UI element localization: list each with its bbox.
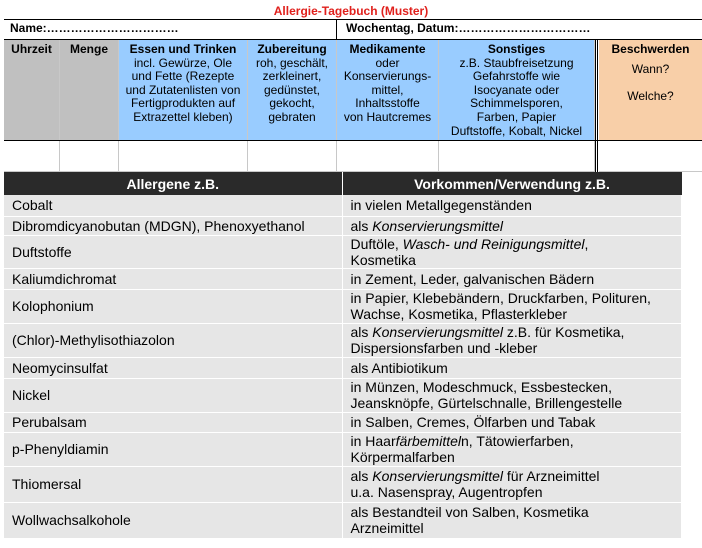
allergen-name: Neomycinsulfat <box>4 357 342 378</box>
table-row <box>4 412 682 432</box>
table-row <box>4 268 682 289</box>
usage-line <box>351 484 678 500</box>
col-essen-trinken <box>119 40 248 140</box>
col-zubereitung-text: roh, geschält, zerkleinert, gedünstet, gekocht, gebraten <box>255 55 329 124</box>
entry-sonstiges[interactable] <box>439 141 595 172</box>
col-sonstiges <box>439 40 595 140</box>
usage-emphasis: Konservierungsmittel <box>372 324 504 340</box>
allergen-name: Perubalsam <box>4 412 342 432</box>
entry-uhrzeit[interactable] <box>4 141 60 172</box>
usage-text: Arzneimittel <box>350 520 424 536</box>
usage-line <box>351 218 678 234</box>
table-row <box>4 432 682 466</box>
allergen-usage <box>342 216 682 235</box>
usage-line <box>351 449 678 465</box>
col-sonstiges-text: z.B. Staubfreisetzung Gefahrstoffe wie Isocyanate oder Schimmelsporen, Farben, Papier Duftstoffe, Kobalt, Nickel <box>450 55 583 138</box>
col-beschwerden-head: Beschwerden <box>611 42 690 56</box>
allergen-name: Dibromdicyanobutan (MDGN), Phenoxyethanol <box>4 216 342 235</box>
usage-text: in Münzen, Modeschmuck, Essbestecken, <box>350 379 612 395</box>
allergen-usage <box>342 323 682 357</box>
usage-text: Duftöle, <box>350 235 403 252</box>
col-sonstiges-head: Sonstiges <box>487 42 546 56</box>
col-beschwerden <box>599 40 702 140</box>
col-zubereitung-head: Zubereitung <box>257 42 327 56</box>
usage-text: als <box>350 468 373 484</box>
usage-text: als Bestandteil von Salben, Kosmetika <box>350 504 589 520</box>
allergen-name: Wollwachsalkohole <box>4 502 342 538</box>
usage-line <box>351 414 678 430</box>
col-beschwerden-text: Wann? Welche? <box>627 61 674 103</box>
usage-line <box>351 236 678 252</box>
allergy-diary-form <box>0 0 702 172</box>
col-uhrzeit <box>4 40 60 140</box>
header-allergene: Allergene z.B. <box>4 172 342 195</box>
allergen-rows <box>4 195 682 538</box>
usage-text: Wachse, Kosmetika, Pflasterkleber <box>350 306 568 322</box>
usage-text: Kosmetika <box>350 251 416 268</box>
usage-line <box>351 379 678 395</box>
col-medikamente <box>337 40 439 140</box>
table-row <box>4 195 682 216</box>
usage-line <box>351 290 678 306</box>
allergen-name: p-Phenyldiamin <box>4 432 342 466</box>
double-divider <box>595 40 598 172</box>
col-menge-head: Menge <box>69 42 108 56</box>
allergen-usage <box>342 466 682 502</box>
col-uhrzeit-head: Uhrzeit <box>11 42 52 56</box>
table-row <box>4 357 682 378</box>
usage-text: u.a. Nasenspray, Augentropfen <box>350 484 543 500</box>
allergen-name: Duftstoffe <box>4 235 342 268</box>
name-field[interactable]: Name:…………………………… <box>4 20 337 39</box>
weekday-date-field[interactable]: Wochentag, Datum:…………………………… <box>346 21 591 35</box>
usage-line <box>351 520 678 536</box>
usage-line <box>351 271 678 287</box>
diary-title: Allergie-Tagebuch (Muster) <box>273 4 429 18</box>
usage-text: als Antibiotikum <box>350 359 448 376</box>
allergen-usage <box>342 268 682 289</box>
table-row <box>4 466 682 502</box>
usage-text: in Zement, Leder, galvanischen Bädern <box>350 270 595 287</box>
col-menge <box>60 40 119 140</box>
usage-emphasis: Konservierungsmittel <box>372 217 504 234</box>
usage-emphasis: färbemittel <box>395 433 461 449</box>
table-row <box>4 235 682 268</box>
allergen-name: Kolophonium <box>4 289 342 323</box>
allergen-usage <box>342 357 682 378</box>
entry-menge[interactable] <box>60 141 119 172</box>
allergen-table-header <box>4 172 682 195</box>
header-vorkommen: Vorkommen/Verwendung z.B. <box>342 172 682 195</box>
usage-emphasis: Konservierungsmittel <box>372 468 504 484</box>
table-row <box>4 289 682 323</box>
allergen-name: Cobalt <box>4 195 342 216</box>
usage-text: in Papier, Klebebändern, Druckfarben, Polituren, <box>350 290 651 306</box>
usage-line <box>351 433 678 449</box>
usage-emphasis: Wasch- und Reinigungsmittel <box>402 235 585 252</box>
usage-text: für Arzneimittel <box>503 468 600 484</box>
usage-text: in Salben, Cremes, Ölfarben und Tabak <box>350 414 596 430</box>
usage-line <box>351 360 678 376</box>
usage-line <box>351 504 678 520</box>
col-zubereitung <box>248 40 337 140</box>
allergen-table <box>4 172 682 539</box>
usage-text: Körpermalfarben <box>350 449 455 465</box>
allergen-usage <box>342 195 682 216</box>
allergen-usage <box>342 235 682 268</box>
table-row <box>4 502 682 538</box>
col-medikamente-head: Medikamente <box>349 42 426 56</box>
usage-text: Jeansknöpfe, Gürtelschnalle, Brillengestelle <box>350 395 623 411</box>
allergen-name: Kaliumdichromat <box>4 268 342 289</box>
entry-essen-trinken[interactable] <box>119 141 248 172</box>
usage-text: , <box>584 235 589 252</box>
table-row <box>4 216 682 235</box>
usage-line <box>351 252 678 268</box>
usage-text: als <box>350 324 373 340</box>
allergen-usage <box>342 378 682 412</box>
entry-medikamente[interactable] <box>337 141 439 172</box>
usage-text: z.B. für Kosmetika, <box>503 324 625 340</box>
col-essen-head: Essen und Trinken <box>129 42 237 56</box>
usage-text: Dispersionsfarben und -kleber <box>350 340 538 356</box>
allergen-name: (Chlor)-Methylisothiazolon <box>4 323 342 357</box>
col-essen-text: incl. Gewürze, Ole und Fette (Rezepte und Zutatenlisten von Fertigprodukten auf Extrazettel kleben) <box>125 55 241 124</box>
entry-zubereitung[interactable] <box>248 141 337 172</box>
col-medikamente-text: oder Konservierungs- mittel, Inhaltsstoffe von Hautcremes <box>343 55 432 124</box>
allergen-usage <box>342 289 682 323</box>
usage-text: in vielen Metallgegenständen <box>350 197 532 214</box>
usage-line <box>351 468 678 484</box>
allergen-usage <box>342 432 682 466</box>
usage-text: als <box>350 217 373 234</box>
usage-line <box>351 395 678 411</box>
usage-line <box>351 324 678 340</box>
allergen-name: Thiomersal <box>4 466 342 502</box>
table-row <box>4 378 682 412</box>
usage-text: in Haar <box>350 433 396 449</box>
usage-text: n, Tätowierfarben, <box>461 433 574 449</box>
entry-beschwerden[interactable] <box>599 141 702 172</box>
usage-line <box>351 306 678 322</box>
allergen-name: Nickel <box>4 378 342 412</box>
usage-line <box>351 197 678 213</box>
usage-line <box>351 340 678 356</box>
name-date-row <box>4 19 702 40</box>
allergen-usage <box>342 502 682 538</box>
allergen-usage <box>342 412 682 432</box>
table-row <box>4 323 682 357</box>
